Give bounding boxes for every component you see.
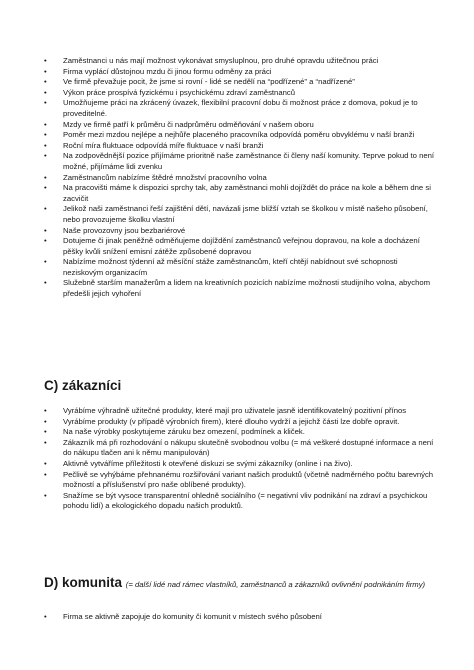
bullet-icon: •	[44, 119, 47, 129]
bullet-icon: •	[44, 278, 47, 288]
section-heading-community	[44, 575, 436, 591]
bullet-icon: •	[44, 458, 47, 468]
bullet-icon: •	[44, 257, 47, 267]
list-item	[44, 406, 436, 417]
list-item	[44, 438, 436, 459]
list-item	[44, 427, 436, 438]
list-item	[44, 236, 436, 257]
list-item	[44, 470, 436, 491]
employees-list	[44, 56, 436, 300]
list-item-text: Naše provozovny jsou bezbariérové	[63, 225, 186, 235]
customers-list	[44, 406, 436, 512]
list-item	[44, 459, 436, 470]
bullet-icon: •	[44, 469, 47, 479]
list-item	[44, 98, 436, 119]
list-item	[44, 120, 436, 131]
bullet-icon: •	[44, 151, 47, 161]
list-item-text: Vyrábíme produkty (v případě výrobních firem), které dlouho vydrží a jejichž části lze dobře opravit.	[63, 416, 400, 426]
list-item	[44, 417, 436, 428]
list-item	[44, 77, 436, 88]
list-item-text: Nabízíme možnost týdenní až měsíční stáže zaměstnancům, kteří chtějí nabídnout své schopnosti neziskovým organizacím	[63, 257, 398, 277]
bullet-icon: •	[44, 130, 47, 140]
list-item	[44, 226, 436, 237]
section-note: (= další lidé nad rámec vlastníků, zaměstnanců a zákazníků ovlivnění podnikáním firmy)	[125, 580, 426, 589]
list-item	[44, 130, 436, 141]
section-title: D) komunita	[44, 575, 123, 590]
bullet-icon: •	[44, 140, 47, 150]
bullet-icon: •	[44, 437, 47, 447]
list-item-text: Poměr mezi mzdou nejlépe a nejhůře placeného pracovníka odpovídá poměru obvyklému v naší branži	[63, 130, 415, 140]
list-item	[44, 491, 436, 512]
list-item-text: Pečlivě se vyhýbáme přehnanému rozšiřování variant našich produktů (včetně nadměrného počtu barevných možností a příslušenství pro naše oblíbené produkty).	[63, 469, 434, 490]
bullet-icon: •	[44, 56, 47, 65]
list-item	[44, 173, 436, 184]
list-item-text: Služebně starším manažerům a lidem na kreativních pozicích nabízíme možnosti studijního volna, abychom předešli jejich vyhoření	[63, 278, 431, 299]
list-item	[44, 151, 436, 172]
list-item	[44, 88, 436, 99]
list-item	[44, 56, 436, 67]
bullet-icon: •	[44, 406, 47, 415]
bullet-icon: •	[44, 87, 47, 97]
bullet-icon: •	[44, 66, 47, 76]
list-item	[44, 67, 436, 78]
list-item-text: Zákazník má při rozhodování o nákupu skutečně svobodnou volbu (= má veškeré dostupné informace a není do nákupu tlačen ani k němu manipulován)	[63, 437, 434, 458]
list-item-text: Aktivně vytváříme příležitosti k otevřené diskuzi se svými zákazníky (online i na živo).	[63, 458, 353, 468]
bullet-icon: •	[44, 490, 47, 500]
list-item-text: Umožňujeme práci na zkrácený úvazek, flexibilní pracovní dobu či možnost práce z domova, pokud je to proveditelné.	[63, 98, 418, 118]
list-item-text: Roční míra fluktuace odpovídá míře fluktuace v naší branži	[63, 140, 264, 150]
list-item-text: Zaměstnanci u nás mají možnost vykonávat smysluplnou, pro druhé opravdu užitečnou práci	[63, 56, 379, 65]
bullet-icon: •	[44, 183, 47, 193]
list-item	[44, 141, 436, 152]
community-list	[44, 612, 436, 623]
bullet-icon: •	[44, 612, 47, 621]
bullet-icon: •	[44, 416, 47, 426]
bullet-icon: •	[44, 77, 47, 87]
list-item-text: Firma vyplácí důstojnou mzdu či jinou formu odměny za práci	[63, 66, 272, 76]
list-item-text: Ve firmě převažuje pocit, že jsme si rovní - lidé se nedělí na “podřízené” a “nadřízené”	[63, 77, 355, 87]
bullet-icon: •	[44, 427, 47, 437]
list-item-text: Firma se aktivně zapojuje do komunity či komunit v místech svého působení	[63, 612, 322, 621]
list-item-text: Zaměstnancům nabízíme štědré množství pracovního volna	[63, 172, 267, 182]
list-item	[44, 612, 436, 623]
bullet-icon: •	[44, 172, 47, 182]
list-item-text: Mzdy ve firmě patří k průměru či nadprůměru odměňování v našem oboru	[63, 119, 314, 129]
section-heading-customers: C) zákazníci	[44, 378, 122, 393]
list-item-text: Dotujeme či jinak peněžně odměňujeme dojíždění zaměstnanců veřejnou dopravou, na kole a docházení pěšky kvůli snížení emisní zátěže způsobené dopravou	[63, 236, 420, 256]
list-item	[44, 278, 436, 299]
list-item	[44, 183, 436, 204]
list-item-text: Na naše výrobky poskytujeme záruku bez omezení, podmínek a kliček.	[63, 427, 305, 437]
list-item-text: Výkon práce prospívá fyzickému i psychickému zdraví zaměstnanců	[63, 87, 296, 97]
bullet-icon: •	[44, 225, 47, 235]
list-item-text: Vyrábíme výhradně užitečné produkty, které mají pro uživatele jasně identifikovatelný pozitivní přínos	[63, 406, 407, 415]
list-item-text: Jelikož naši zaměstnanci řeší zajištění dětí, navázali jsme bližší vztah se školkou v místě našeho působení, nebo provozujeme školku vlastní	[63, 204, 428, 224]
list-item-text: Na pracovišti máme k dispozici sprchy tak, aby zaměstnanci mohli dojíždět do práce na kole a během dne si zacvičit	[63, 183, 431, 203]
bullet-icon: •	[44, 98, 47, 108]
bullet-icon: •	[44, 204, 47, 214]
bullet-icon: •	[44, 236, 47, 246]
list-item-text: Na zodpovědnější pozice přijímáme prioritně naše zaměstnance či členy naší komunity. Teprve pokud to není možné, přijímáme lidi zvenku	[63, 151, 435, 171]
list-item	[44, 204, 436, 225]
list-item	[44, 257, 436, 278]
list-item-text: Snažíme se být vysoce transparentní ohledně sociálního (= negativní vliv podnikání na zdraví a psychickou pohodu lidí) a ekologického dopadu našich produktů.	[63, 490, 428, 511]
